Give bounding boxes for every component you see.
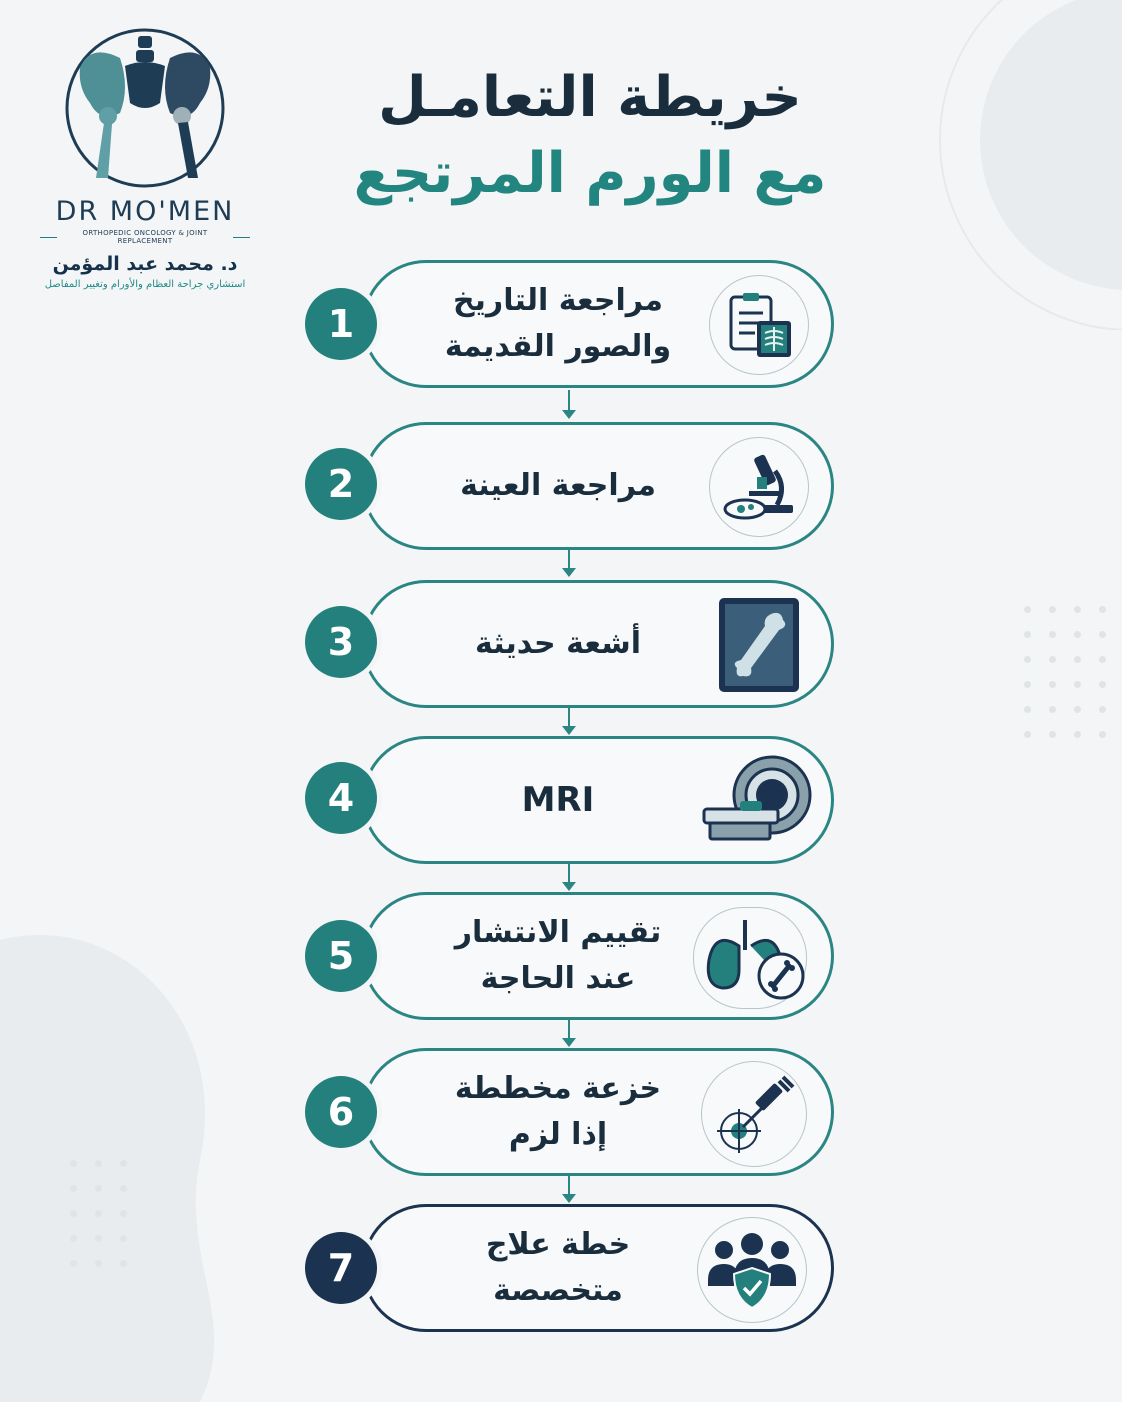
mri-scanner-icon [699, 751, 817, 851]
connector-5-6 [568, 1020, 570, 1040]
connector-3-4 [568, 708, 570, 728]
step-card-4 [362, 736, 834, 864]
connector-4-5 [568, 864, 570, 884]
microscope-icon [709, 437, 809, 537]
team-shield-icon [697, 1217, 807, 1323]
connector-arrow-2-3 [562, 568, 576, 577]
connector-arrow-3-4 [562, 726, 576, 735]
step-number-2: 2 [305, 448, 377, 520]
biopsy-needle-icon [701, 1061, 807, 1167]
dot-grid-right [1024, 606, 1106, 738]
connector-6-7 [568, 1176, 570, 1196]
title-line-1: خريطة التعامـل [378, 65, 802, 130]
logo-tagline: ORTHOPEDIC ONCOLOGY & JOINT REPLACEMENT [40, 229, 250, 245]
title-line-2: مع الورم المرتجع [353, 141, 827, 206]
connector-arrow-1-2 [562, 410, 576, 419]
step-card-7 [362, 1204, 834, 1332]
step-card-2 [362, 422, 834, 550]
doctor-name: د. محمد عبد المؤمن [52, 253, 238, 275]
connector-arrow-5-6 [562, 1038, 576, 1047]
step-number-4: 4 [305, 762, 377, 834]
pelvis-hip-implant-icon [60, 28, 230, 188]
step-label-7: خطة علاج متخصصة [485, 1227, 631, 1308]
step-label-1: مراجعة التاريخ والصور القديمة [444, 283, 672, 364]
step-number-6: 6 [305, 1076, 377, 1148]
step-card-5 [362, 892, 834, 1020]
step-card-6 [362, 1048, 834, 1176]
step-label-5: تقييم الانتشار عند الحاجة [454, 915, 662, 996]
logo [40, 28, 250, 290]
clipboard-xray-icon [709, 275, 809, 375]
doctor-role: استشاري جراحة العظام والأورام وتغيير المفاصل [44, 279, 246, 290]
connector-2-3 [568, 550, 570, 570]
step-number-7: 7 [305, 1232, 377, 1304]
lungs-bone-icon [693, 907, 807, 1009]
step-label-6: خزعة مخططة إذا لزم [454, 1071, 662, 1152]
step-number-3: 3 [305, 606, 377, 678]
background-shape-top-right [900, 0, 1122, 330]
connector-1-2 [568, 390, 570, 412]
step-label-3: أشعة حديثة [475, 626, 642, 661]
step-number-1: 1 [305, 288, 377, 360]
step-number-5: 5 [305, 920, 377, 992]
step-label-4: MRI [521, 780, 595, 820]
step-label-2: مراجعة العينة [460, 468, 656, 503]
dot-grid-left [70, 1160, 127, 1267]
page-title [330, 60, 850, 212]
connector-arrow-4-5 [562, 882, 576, 891]
step-card-1 [362, 260, 834, 388]
step-card-3 [362, 580, 834, 708]
connector-arrow-6-7 [562, 1194, 576, 1203]
background-shape-bottom-left [0, 900, 260, 1402]
bone-xray-icon [709, 595, 809, 695]
logo-brand: DR MO'MEN [55, 196, 235, 227]
